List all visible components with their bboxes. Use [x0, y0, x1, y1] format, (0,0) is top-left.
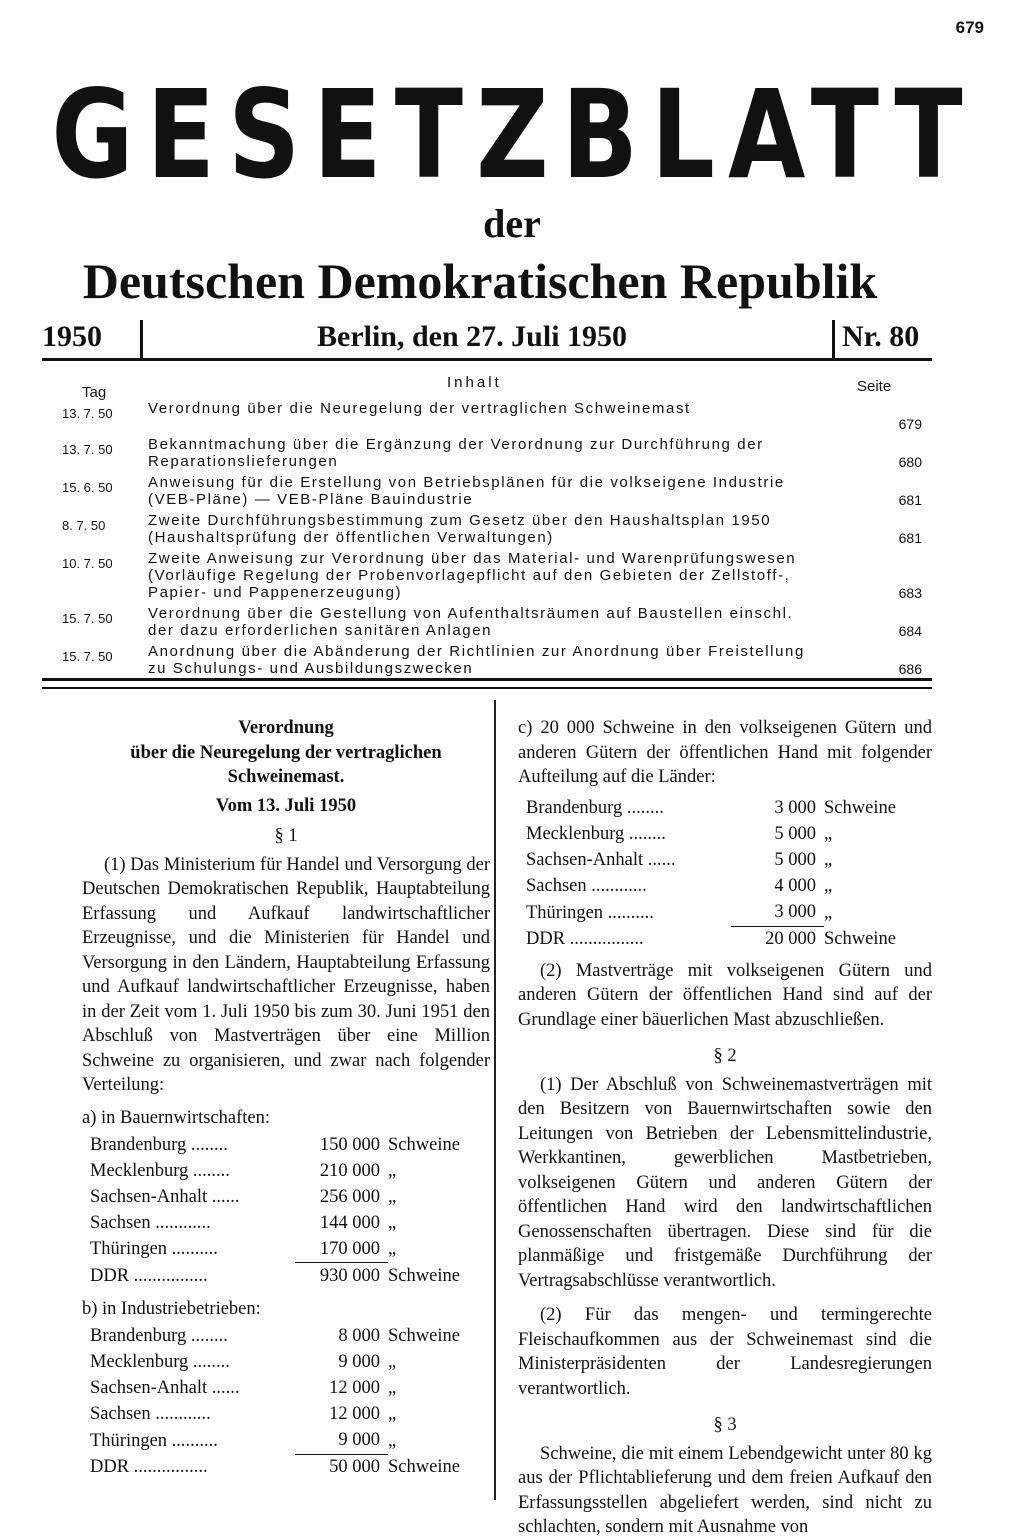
- cell-name: DDR ................: [90, 1457, 208, 1477]
- table-row: [90, 1428, 478, 1455]
- table-row: [90, 1376, 478, 1402]
- toc-entry-page: 683: [898, 585, 922, 601]
- paragraph: (1) Der Abschluß von Schweinemastverträgen mit den Besitzern von Bauernwirtschaften sowie den Leitungen von Betrieben der Lebensmittelindustrie, Werkkantinen, gewerblichen Mastbetrieben, volkseigenen Gütern und anderen Gütern der öffentlichen Hand wird den landwirtschaftlichen Genossenschaften übertragen. Diese sind für die planmäßige und fristgemäße Durchführung der Vertragsabschlüsse verantwortlich.: [518, 1074, 932, 1291]
- issue-date: Berlin, den 27. Juli 1950: [317, 320, 628, 353]
- cell-value: 256 000: [319, 1186, 380, 1207]
- cell-unit: Schweine: [824, 929, 896, 949]
- toc-entry-title: Zweite Durchführungsbestimmung zum Gesetz über den Haushaltsplan 1950 (Haushaltsprüfung der öffentlichen Verwaltungen): [148, 512, 772, 546]
- cell-name: Brandenburg ........: [90, 1326, 228, 1347]
- toc-entry-page: 684: [898, 623, 922, 639]
- page-number: 679: [955, 18, 984, 37]
- masthead-der: der: [483, 201, 541, 246]
- article-dated: Vom 13. Juli 1950: [215, 795, 357, 816]
- cell-name: Thüringen ..........: [90, 1430, 218, 1451]
- toc-entry-page: 679: [898, 416, 922, 432]
- issue-bar: [42, 316, 932, 361]
- right-column: [518, 716, 932, 1540]
- cell-name: DDR ................: [526, 929, 644, 949]
- cell-name: Thüringen ..........: [90, 1239, 218, 1259]
- double-rule: [42, 678, 932, 689]
- cell-value: 3 000: [774, 798, 816, 819]
- cell-unit: „: [824, 902, 833, 923]
- toc-entry-date: 15. 6. 50: [62, 480, 113, 495]
- column-divider: [494, 700, 496, 1500]
- table-row: [90, 1454, 478, 1481]
- list-label: c) 20 000 Schweine in den volkseigenen Gütern und anderen Gütern der öffentlichen Hand mit folgender Aufteilung auf die Länder:: [518, 718, 932, 787]
- cell-unit: „: [388, 1186, 397, 1207]
- masthead-republic: Deutschen Demokratischen Republik: [82, 253, 878, 309]
- cell-unit: „: [388, 1404, 397, 1425]
- paragraph: (1) Das Ministerium für Handel und Versorgung der Deutschen Demokratischen Republik, Hauptabteilung Erfassung und Aufkauf landwirtschaftlicher Erzeugnisse, und die Ministerien für Handel und Versorgung in den Ländern, Hauptabteilung Erfassung und Aufkauf landwirtschaftlicher Erzeugnisse, haben in der Zeit vom 1. Juli 1950 bis zum 30. Juni 1951 den Abschluß von Mastverträgen über eine Million Schweine zu organisieren, und zwar nach folgender Verteilung:: [82, 854, 490, 1095]
- cell-unit: Schweine: [824, 798, 896, 819]
- cell-unit: „: [388, 1212, 397, 1233]
- cell-value: 3 000: [731, 900, 824, 927]
- masthead-title: GESETZBLATT: [51, 64, 976, 206]
- cell-name: Sachsen-Anhalt ......: [526, 850, 676, 871]
- table-row: [90, 1236, 478, 1263]
- table-row: [526, 822, 914, 848]
- toc-entry-page: 680: [898, 454, 922, 470]
- table-row: [90, 1158, 478, 1184]
- cell-value: 50 000: [329, 1457, 380, 1478]
- cell-unit: „: [824, 824, 833, 845]
- toc-entry-title: Zweite Anweisung zur Verordnung über das Material- und Warenprüfungswesen (Vorläufige Regelung der Probenvorlagepflicht auf den Gebieten der Zellstoff-, Papier- und Pappenerzeugung): [148, 550, 797, 601]
- cell-value: 150 000: [319, 1134, 380, 1155]
- cell-name: Sachsen ............: [90, 1404, 211, 1425]
- cell-value: 12 000: [329, 1404, 380, 1425]
- toc-entry-page: 686: [898, 661, 922, 677]
- left-column: [82, 716, 490, 1481]
- section-heading: § 2: [713, 1046, 737, 1066]
- paragraph: (2) Mastverträge mit volkseigenen Gütern und anderen Gütern der öffentlichen Hand sind auf der Grundlage einer bäuerlichen Mast abzuschließen.: [518, 960, 932, 1030]
- cell-unit: „: [388, 1160, 397, 1181]
- cell-unit: Schweine: [388, 1326, 460, 1347]
- article-subtitle: über die Neuregelung der vertraglichen: [130, 742, 442, 763]
- distribution-table-c: [526, 796, 914, 953]
- issue-number: Nr. 80: [842, 320, 920, 353]
- toc-entry-title: Verordnung über die Neuregelung der vertraglichen Schweinemast: [148, 400, 691, 417]
- toc-entry: [42, 400, 932, 432]
- issue-year: 1950: [42, 320, 102, 353]
- cell-value: 8 000: [338, 1326, 380, 1347]
- cell-value: 5 000: [774, 824, 816, 845]
- toc-entry-title: Anordnung über die Abänderung der Richtlinien zur Anordnung über Freistellung zu Schulungs- und Ausbildungszwecken: [148, 643, 805, 677]
- section-heading: § 3: [713, 1415, 737, 1435]
- list-label: b) in Industriebetrieben:: [82, 1299, 261, 1319]
- divider: [832, 320, 835, 360]
- toc-entry-date: 15. 7. 50: [62, 611, 113, 626]
- toc-entry-date: 8. 7. 50: [62, 518, 106, 533]
- cell-name: Mecklenburg ........: [90, 1352, 230, 1373]
- cell-unit: Schweine: [388, 1265, 460, 1286]
- paragraph: (2) Für das mengen- und termingerechte Fleischaufkommen aus der Schweinemast sind die Ministerpräsidenten der Landesregierungen verantwortlich.: [518, 1305, 932, 1399]
- cell-unit: „: [824, 850, 833, 871]
- cell-name: Sachsen ............: [90, 1212, 211, 1233]
- cell-value: 9 000: [338, 1352, 380, 1373]
- cell-value: 9 000: [295, 1428, 388, 1455]
- toc-entry: [42, 550, 932, 601]
- toc-entry: [42, 512, 932, 546]
- cell-value: 12 000: [329, 1378, 380, 1399]
- toc-entry-date: 13. 7. 50: [62, 442, 113, 457]
- table-row: [526, 796, 914, 822]
- table-of-contents: [42, 400, 932, 681]
- cell-name: Sachsen-Anhalt ......: [90, 1378, 240, 1399]
- cell-name: Brandenburg ........: [526, 798, 664, 819]
- toc-col-inhalt: Inhalt: [447, 374, 502, 391]
- table-row: [526, 900, 914, 927]
- toc-entry: [42, 643, 932, 677]
- article-subtitle: Schweinemast.: [227, 767, 345, 787]
- table-row: [526, 926, 914, 953]
- toc-col-seite: Seite: [857, 378, 892, 395]
- table-row: [90, 1324, 478, 1350]
- table-row: [90, 1263, 478, 1290]
- cell-unit: „: [824, 876, 833, 897]
- toc-entry-date: 15. 7. 50: [62, 649, 113, 664]
- toc-entry: [42, 474, 932, 508]
- toc-entry-title: Bekanntmachung über die Ergänzung der Verordnung zur Durchführung der Reparationslieferungen: [148, 436, 764, 470]
- cell-value: 5 000: [774, 850, 816, 871]
- cell-name: Sachsen ............: [526, 876, 647, 897]
- toc-entry-date: 13. 7. 50: [62, 406, 113, 421]
- distribution-table-b: [90, 1324, 478, 1481]
- table-row: [90, 1350, 478, 1376]
- table-row: [526, 848, 914, 874]
- cell-unit: Schweine: [388, 1134, 460, 1155]
- divider: [140, 320, 143, 360]
- cell-value: 144 000: [319, 1212, 380, 1233]
- table-row: [90, 1210, 478, 1236]
- table-row: [526, 874, 914, 900]
- cell-value: 170 000: [295, 1236, 388, 1263]
- toc-entry-title: Verordnung über die Gestellung von Aufenthaltsräumen auf Baustellen einschl. der dazu erforderlichen sanitären Anlagen: [148, 605, 794, 639]
- cell-unit: „: [388, 1430, 397, 1451]
- cell-name: Brandenburg ........: [90, 1134, 228, 1155]
- table-row: [90, 1184, 478, 1210]
- paragraph: Schweine, die mit einem Lebendgewicht unter 80 kg aus der Pflichtablieferung und dem freien Aufkauf den Erfassungsstellen abgeliefert werden, sind nicht zu schlachten, sondern mit Ausnahme von: [518, 1443, 932, 1537]
- cell-name: Thüringen ..........: [526, 902, 654, 923]
- cell-unit: „: [388, 1239, 397, 1259]
- cell-name: Sachsen-Anhalt ......: [90, 1186, 240, 1207]
- toc-entry-page: 681: [898, 530, 922, 546]
- cell-value: 930 000: [319, 1265, 380, 1286]
- section-heading: § 1: [274, 826, 298, 846]
- cell-unit: Schweine: [388, 1457, 460, 1477]
- toc-entry-page: 681: [898, 492, 922, 508]
- toc-entry: [42, 436, 932, 470]
- article-title: Verordnung: [238, 718, 334, 738]
- toc-entry: [42, 605, 932, 639]
- list-label: a) in Bauernwirtschaften:: [82, 1107, 271, 1128]
- cell-value: 210 000: [319, 1160, 380, 1181]
- cell-unit: „: [388, 1352, 397, 1373]
- toc-entry-date: 10. 7. 50: [62, 556, 113, 571]
- distribution-table-a: [90, 1132, 478, 1289]
- cell-value: 20 000: [765, 929, 816, 950]
- cell-name: DDR ................: [90, 1265, 208, 1286]
- cell-unit: „: [388, 1378, 397, 1399]
- cell-value: 4 000: [774, 876, 816, 897]
- table-row: [90, 1132, 478, 1158]
- table-row: [90, 1402, 478, 1428]
- toc-col-tag: Tag: [82, 384, 107, 401]
- cell-name: Mecklenburg ........: [526, 824, 666, 845]
- cell-name: Mecklenburg ........: [90, 1160, 230, 1181]
- toc-entry-title: Anweisung für die Erstellung von Betriebsplänen für die volkseigene Industrie (VEB-Pläne) — VEB-Pläne Bauindustrie: [148, 474, 785, 508]
